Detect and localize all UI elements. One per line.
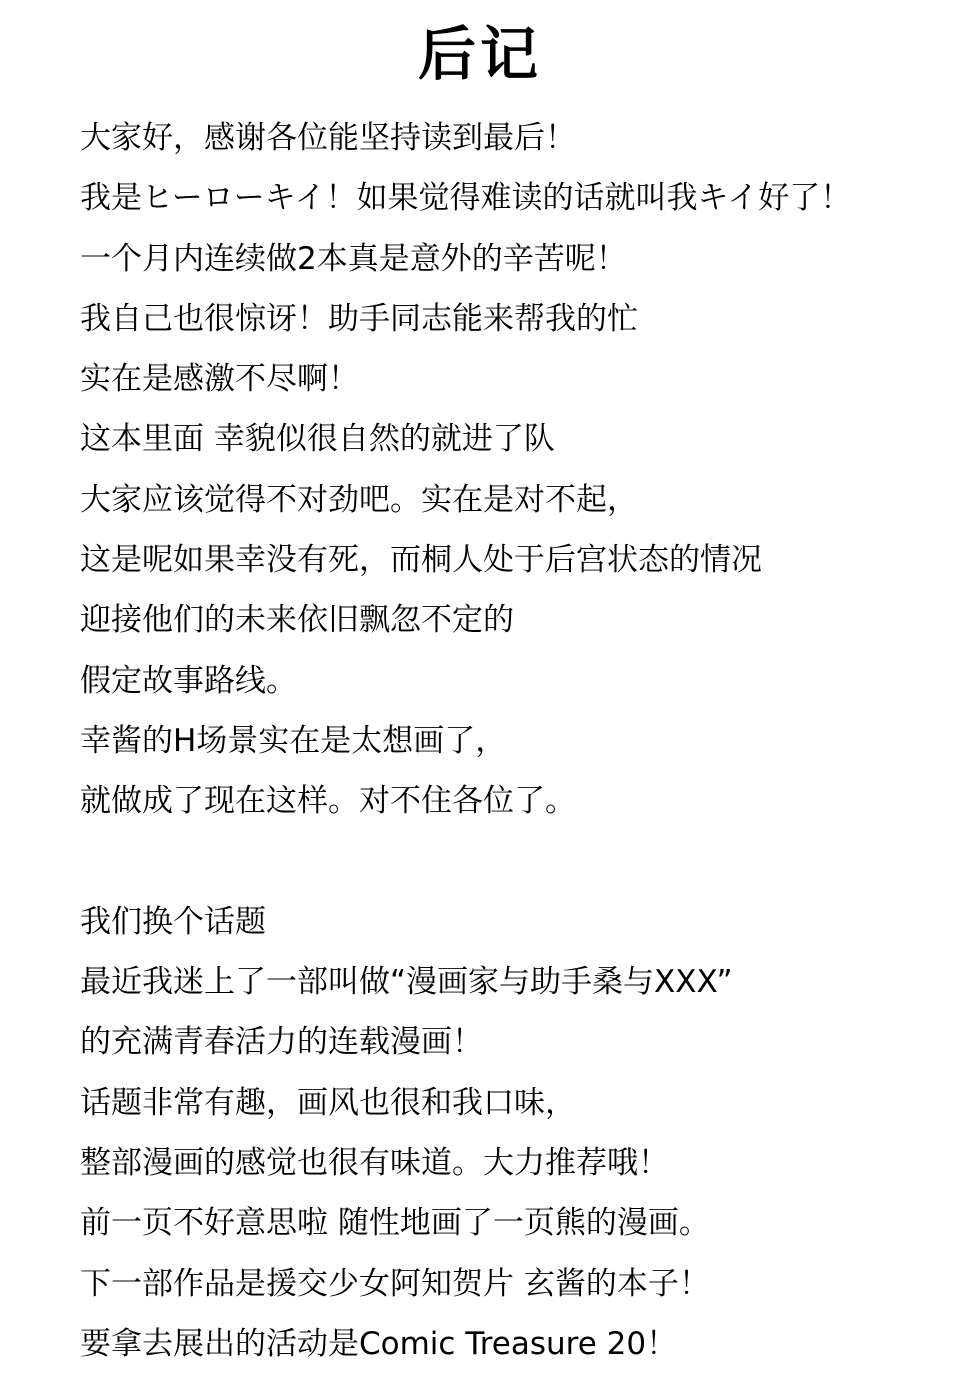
- text-line: 迎接他们的未来依旧飘忽不定的: [80, 602, 514, 639]
- text-line: 这本里面 幸貌似很自然的就进了队: [80, 421, 555, 458]
- afterword-body: [80, 108, 950, 1374]
- text-line: 大家好，感谢各位能坚持读到最后！: [80, 120, 576, 156]
- text-line: 我们换个话题: [80, 903, 266, 940]
- text-line: 幸酱的H场景实在是太想画了，: [80, 722, 507, 759]
- text-line: 我是ヒーローキイ！如果觉得难读的话就叫我キイ好了！: [80, 180, 852, 217]
- text-line: 的充满青春活力的连载漫画！: [80, 1024, 483, 1061]
- text-line: 要拿去展出的活动是Comic Treasure 20！: [80, 1325, 678, 1362]
- text-line: 实在是感激不尽啊！: [80, 361, 359, 398]
- text-line: 话题非常有趣，画风也很和我口味，: [80, 1084, 576, 1121]
- page-title: 后记: [417, 20, 542, 88]
- text-line: 我自己也很惊讶！助手同志能来帮我的忙: [80, 300, 638, 337]
- paragraph-gap: [80, 832, 950, 892]
- text-line: 这是呢如果幸没有死，而桐人处于后宫状态的情况: [80, 542, 762, 579]
- text-line: 大家应该觉得不对劲吧。实在是对不起，: [80, 481, 638, 518]
- text-line: 最近我迷上了一部叫做“漫画家与助手桑与XXX”: [80, 964, 733, 1001]
- text-line: 整部漫画的感觉也很有味道。大力推荐哦！: [80, 1145, 669, 1182]
- text-line: 就做成了现在这样。对不住各位了。: [80, 783, 576, 820]
- text-line: 一个月内连续做2本真是意外的辛苦呢！: [80, 240, 627, 277]
- text-line: 前一页不好意思啦 随性地画了一页熊的漫画。: [80, 1205, 710, 1242]
- text-line: 下一部作品是援交少女阿知贺片 玄酱的本子！: [80, 1265, 710, 1302]
- text-line: 假定故事路线。: [80, 662, 297, 699]
